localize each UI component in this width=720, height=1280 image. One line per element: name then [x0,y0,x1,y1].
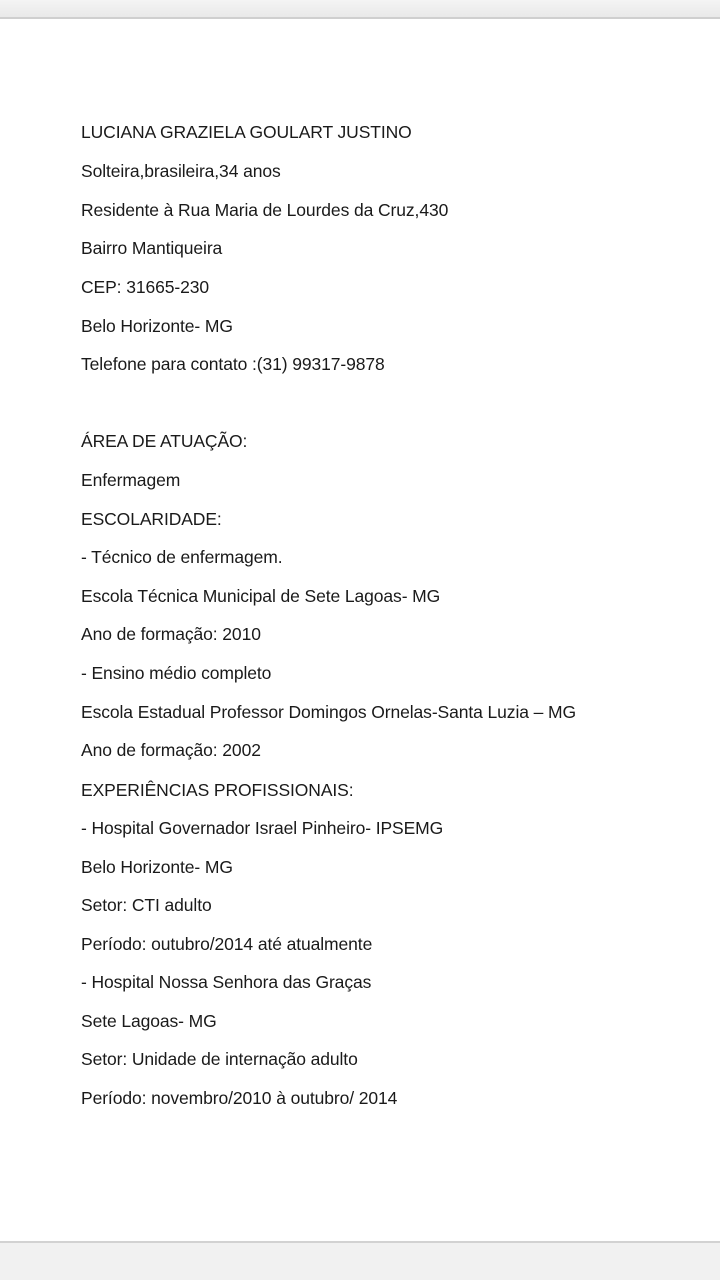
experience-location: Belo Horizonte- MG [81,857,233,877]
education-heading: ESCOLARIDADE: [81,509,222,529]
cep-line: CEP: 31665-230 [81,277,209,297]
viewer-bottom-bar [0,1241,720,1280]
experience-heading: EXPERIÊNCIAS PROFISSIONAIS: [81,780,354,800]
address-line: Residente à Rua Maria de Lourdes da Cruz,430 [81,200,449,220]
experience-period: Período: novembro/2010 à outubro/ 2014 [81,1088,398,1108]
area-heading: ÁREA DE ATUAÇÃO: [81,431,248,451]
experience-sector: Setor: CTI adulto [81,895,212,915]
experience-location: Sete Lagoas- MG [81,1011,217,1031]
area-value: Enfermagem [81,470,181,490]
city-line: Belo Horizonte- MG [81,316,233,336]
education-school: Escola Estadual Professor Domingos Ornelas-Santa Luzia – MG [81,702,577,722]
civil-status: Solteira,brasileira,34 anos [81,161,281,181]
experience-period: Período: outubro/2014 até atualmente [81,934,373,954]
phone-line: Telefone para contato :(31) 99317-9878 [81,354,385,374]
neighborhood-line: Bairro Mantiqueira [81,238,223,258]
candidate-name: LUCIANA GRAZIELA GOULART JUSTINO [81,122,412,142]
experience-sector: Setor: Unidade de internação adulto [81,1049,358,1069]
experience-employer: - Hospital Governador Israel Pinheiro- IPSEMG [81,818,444,838]
document-page [0,19,720,1241]
education-school: Escola Técnica Municipal de Sete Lagoas- MG [81,586,441,606]
viewer-top-bar [0,0,720,19]
education-course: - Ensino médio completo [81,663,272,683]
experience-employer: - Hospital Nossa Senhora das Graças [81,972,372,992]
education-year: Ano de formação: 2010 [81,624,261,644]
education-course: - Técnico de enfermagem. [81,547,283,567]
education-year: Ano de formação: 2002 [81,740,261,760]
